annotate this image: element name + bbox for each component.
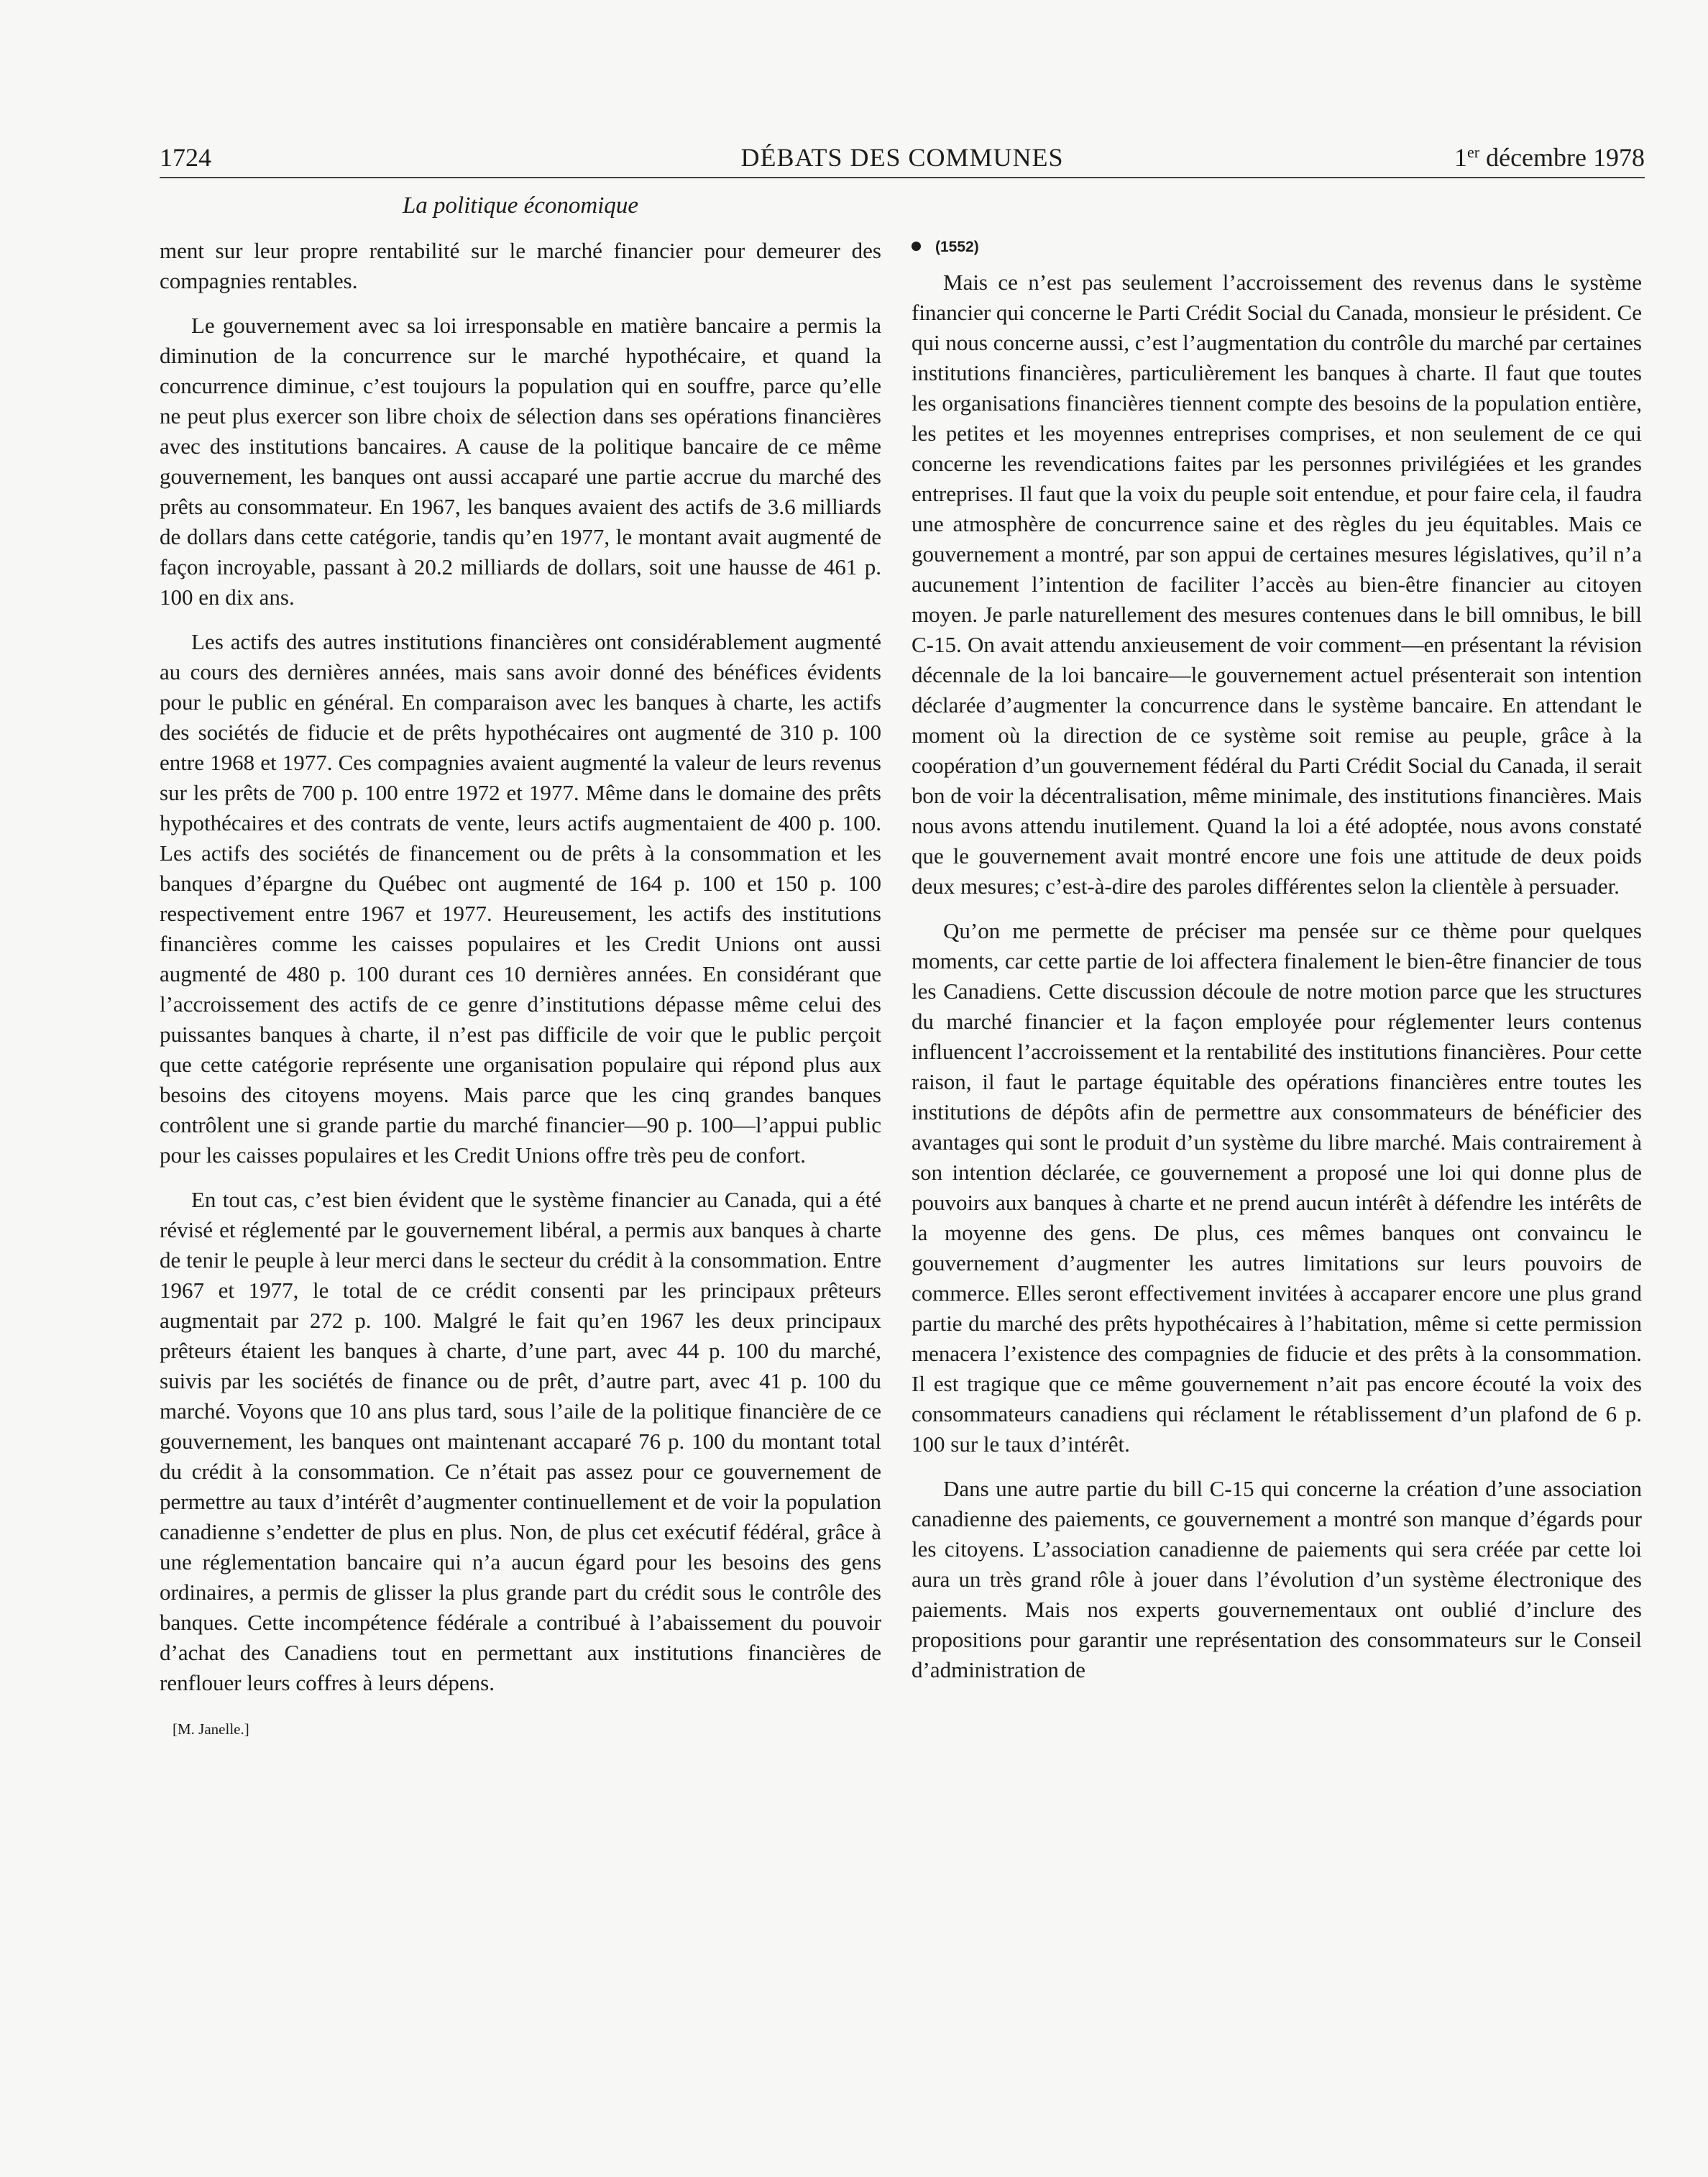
bullet-icon — [912, 242, 921, 251]
right-column — [912, 237, 1642, 1685]
time-marker — [912, 237, 1642, 257]
date-suffix: er — [1467, 143, 1480, 161]
page-number: 1724 — [160, 143, 211, 172]
section-title: La politique économique — [402, 193, 639, 219]
time-marker-text: (1552) — [935, 239, 979, 255]
journal-title: DÉBATS DES COMMUNES — [740, 143, 1064, 172]
paragraph: Le gouvernement avec sa loi irresponsable en matière bancaire a permis la diminution de la concurrence sur le marché hypothécaire, et quand la concurrence diminue, c’est toujours la population qui en souffre, parce qu’elle ne peut plus exercer son libre choix de sélection dans ses opérations financières avec des institutions bancaires. A cause de la politique bancaire de ce même gouvernement, les banques ont aussi accaparé une partie accrue du marché des prêts au consommateur. En 1967, les banques avaient des actifs de 3.6 milliards de dollars dans cette catégorie, tandis qu’en 1977, le montant avait augmenté de façon incroyable, passant à 20.2 milliards de dollars, soit une hausse de 461 p. 100 en dix ans. — [160, 313, 881, 610]
paragraph: Mais ce n’est pas seulement l’accroissement des revenus dans le système financier qui concerne le Parti Crédit Social du Canada, monsieur le président. Ce qui nous concerne aussi, c’est l’augmentation du contrôle du marché par certaines institutions financières, particulièrement les banques à charte. Il faut que toutes les organisations financières tiennent compte des besoins de la population entière, les petites et les moyennes entreprises comprises, et non seulement de ce qui concerne les revendications faites par les personnes privilégiées et les grandes entreprises. Il faut que la voix du peuple soit entendue, et pour faire cela, il faudra une atmosphère de concurrence saine et des règles du jeu équitables. Mais ce gouvernement a montré, par son appui de certaines mesures législatives, qu’il n’a aucunement l’intention de faciliter l’accès au bien-être financier au citoyen moyen. Je parle naturellement des mesures contenues dans le bill omnibus, le bill C-15. On avait attendu anxieusement de voir comment—en présentant la révision décennale de la loi bancaire—le gouvernement actuel présenterait son intention déclarée d’augmenter la concurrence dans le système bancaire. En attendant le moment où la direction de ce système soit remise au peuple, grâce à la coopération d’un gouvernement fédéral du Parti Crédit Social du Canada, il serait bon de voir la décentralisation, même minimale, des institutions financières. Mais nous avons attendu inutilement. Quand la loi a été adoptée, nous avons constaté que le gouvernement avait montré encore une fois une attitude de deux poids deux mesures; c’est-à-dire des paroles différentes selon la clientèle à persuader. — [912, 270, 1642, 899]
page-date — [1454, 142, 1645, 173]
date-rest: décembre 1978 — [1479, 143, 1645, 172]
paragraph: Dans une autre partie du bill C-15 qui concerne la création d’une association canadienne des paiements, ce gouvernement a montré son manque d’égards pour les citoyens. L’association canadienne de paiements qui sera créée par cette loi aura un très grand rôle à jouer dans l’évolution d’un système électronique des paiements. Mais nos experts gouvernementaux ont oublié d’inclure des propositions pour garantir une représentation des consommateurs sur le Conseil d’administration de — [912, 1476, 1642, 1682]
speaker-attribution: [M. Janelle.] — [173, 1720, 249, 1738]
paragraph: Les actifs des autres institutions financières ont considérablement augmenté au cours des dernières années, mais sans avoir donné des bénéfices évidents pour le public en général. En comparaison avec les banques à charte, les actifs des sociétés de fiducie et de prêts hypothécaires ont augmenté de 310 p. 100 entre 1968 et 1977. Ces compagnies avaient augmenté la valeur de leurs revenus sur les prêts de 700 p. 100 entre 1972 et 1977. Même dans le domaine des prêts hypothécaires et des contrats de vente, leurs actifs augmentaient de 400 p. 100. Les actifs des sociétés de financement ou de prêts à la consommation et les banques d’épargne du Québec ont augmenté de 164 p. 100 et 150 p. 100 respectivement entre 1967 et 1977. Heureusement, les actifs des institutions financières comme les caisses populaires et les Credit Unions ont aussi augmenté de 480 p. 100 durant ces 10 dernières années. En considérant que l’accroissement des actifs de ce genre d’institutions dépasse même celui des puissantes banques à charte, il n’est pas difficile de voir que le public perçoit que cette catégorie représente une organisation populaire qui répond plus aux besoins des citoyens moyens. Mais parce que les cinq grandes banques contrôlent une si grande partie du marché financier—90 p. 100—l’appui public pour les caisses populaires et les Credit Unions offre très peu de confort. — [160, 629, 881, 1168]
left-column — [160, 236, 881, 1744]
paragraph: ment sur leur propre rentabilité sur le marché financier pour demeurer des compagnies rentables. — [160, 238, 881, 293]
page-header — [160, 138, 1645, 178]
date-day: 1 — [1454, 143, 1467, 172]
paragraph: Qu’on me permette de préciser ma pensée sur ce thème pour quelques moments, car cette partie de loi affectera finalement le bien-être financier de tous les Canadiens. Cette discussion découle de notre motion parce que les structures du marché financier et la façon employée pour réglementer leurs contenus influencent l’accroissement et la rentabilité des institutions financières. Pour cette raison, il faut le partage équitable des opérations financières entre toutes les institutions de dépôts afin de permettre aux consommateurs de bénéficier des avantages qui sont le produit d’un système du libre marché. Mais contrairement à son intention déclarée, ce gouvernement a proposé une loi qui donne plus de pouvoirs aux banques à charte et ne prend aucun intérêt à défendre les intérêts de la moyenne des gens. De plus, ces mêmes banques ont convaincu le gouvernement d’augmenter les autres limitations sur leurs pouvoirs de commerce. Elles seront effectivement invitées à accaparer encore une plus grand partie du marché des prêts hypothécaires à l’habitation, même si cette permission menacera l’existence des compagnies de fiducie et des prêts à la consommation. Il est tragique que ce même gouvernement n’ait pas encore écouté la voix des consommateurs canadiens qui réclament le rétablissement d’un plafond de 6 p. 100 sur le taux d’intérêt. — [912, 918, 1642, 1457]
paragraph: En tout cas, c’est bien évident que le système financier au Canada, qui a été révisé et réglementé par le gouvernement libéral, a permis aux banques à charte de tenir le peuple à leur merci dans le secteur du crédit à la consommation. Entre 1967 et 1977, le total de ce crédit consenti par les principaux prêteurs augmentait par 272 p. 100. Malgré le fait qu’en 1967 les deux principaux prêteurs étaient les banques à charte, d’une part, avec 44 p. 100 du marché, suivis par les sociétés de finance ou de prêt, d’autre part, avec 41 p. 100 du marché. Voyons que 10 ans plus tard, sous l’aile de la politique financière de ce gouvernement, les banques ont maintenant accaparé 76 p. 100 du montant total du crédit à la consommation. Ce n’était pas assez pour ce gouvernement de permettre au taux d’intérêt d’augmenter continuellement et de voir la population canadienne s’endetter de plus en plus. Non, de plus cet exécutif fédéral, grâce à une réglementation bancaire qui n’a aucun égard pour les besoins des gens ordinaires, a permis de glisser la plus grande part du crédit sous le contrôle des banques. Cette incompétence fédérale a contribué à l’abaissement du pouvoir d’achat des Canadiens tout en permettant aux institutions financières de renflouer leurs coffres à leurs dépens. — [160, 1187, 881, 1695]
